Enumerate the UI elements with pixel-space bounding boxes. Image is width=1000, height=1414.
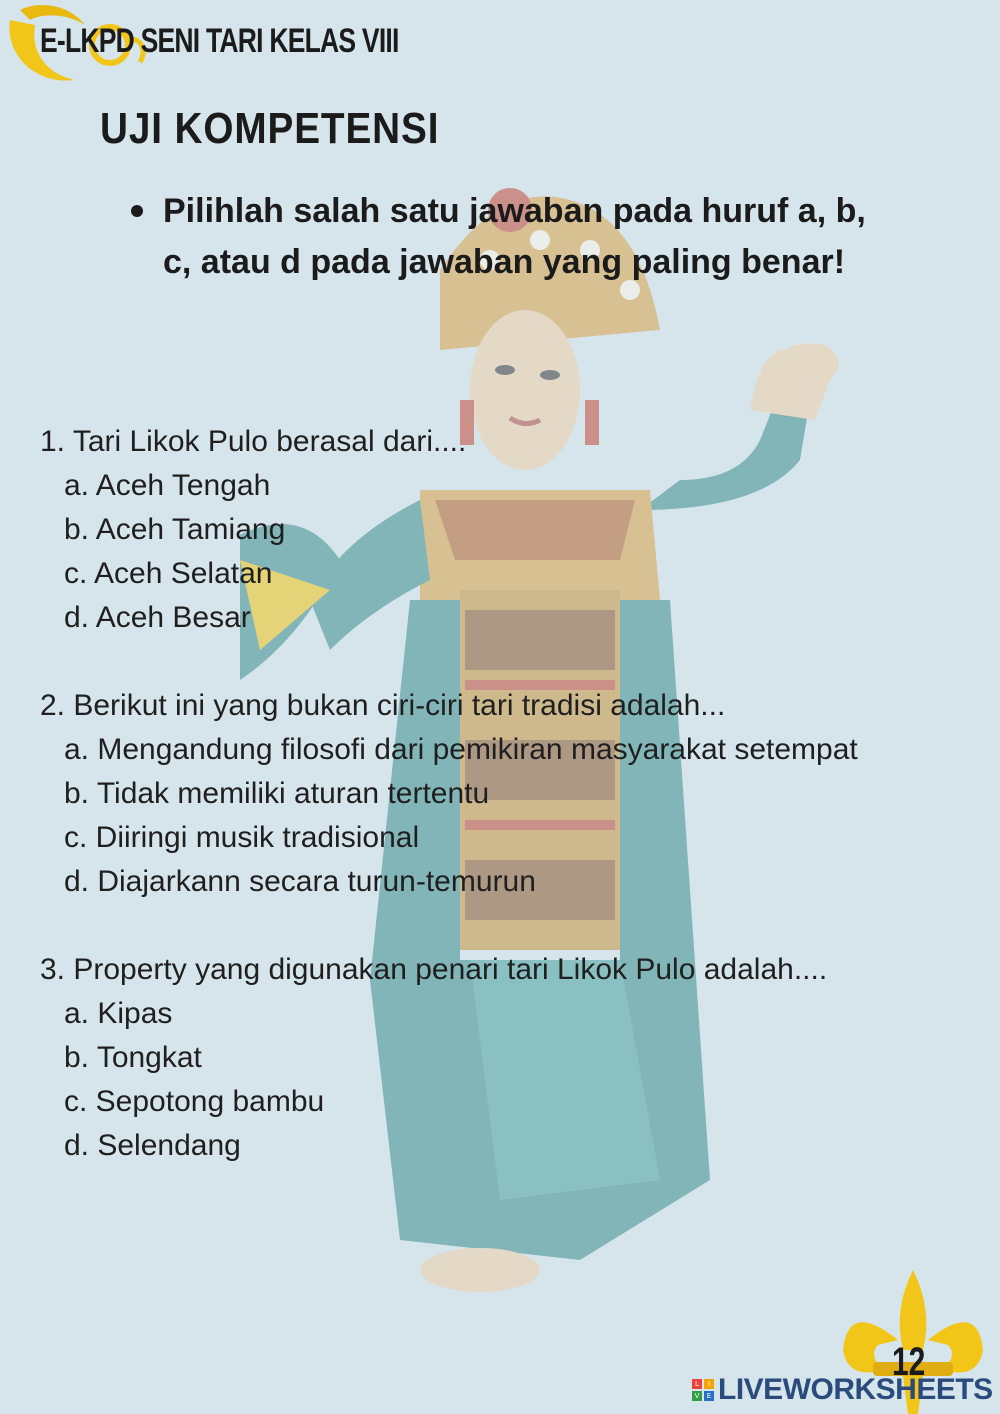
answer-option[interactable]: d. Diajarkann secara turun-temurun [64,865,536,898]
answer-option[interactable]: a. Aceh Tengah [64,469,271,502]
question-text: 2. Berikut ini yang bukan ciri-ciri tari tradisi adalah... [40,689,726,722]
worksheet-header: E-LKPD SENI TARI KELAS VIII [40,22,399,60]
page-number: 12 [892,1340,926,1384]
question-1 [40,420,960,640]
question-list [40,420,960,1212]
bullet-icon [131,205,143,217]
question-text: 3. Property yang digunakan penari tari Likok Pulo adalah.... [40,953,828,986]
answer-option[interactable]: d. Selendang [64,1129,241,1162]
answer-option[interactable]: c. Diiringi musik tradisional [64,821,420,854]
liveworksheets-watermark: LIVEWORKSHEETS [718,1373,993,1406]
answer-option[interactable]: d. Aceh Besar [64,601,251,634]
answer-option[interactable]: b. Tidak memiliki aturan tertentu [64,777,490,810]
answer-option[interactable]: c. Sepotong bambu [64,1085,325,1118]
section-title: UJI KOMPETENSI [100,104,440,153]
question-2 [40,684,960,904]
liveworksheets-grid-icon: L I V E [692,1379,714,1401]
answer-option[interactable]: a. Kipas [64,997,173,1030]
question-text: 1. Tari Likok Pulo berasal dari.... [40,425,467,458]
question-3 [40,948,960,1168]
answer-option[interactable]: b. Tongkat [64,1041,202,1074]
liveworksheets-logo [692,1372,993,1408]
answer-option[interactable]: a. Mengandung filosofi dari pemikiran masyarakat setempat [64,733,858,766]
instruction-text: Pilihlah salah satu jawaban pada huruf a, b, c, atau d pada jawaban yang paling benar! [163,192,866,281]
answer-option[interactable]: b. Aceh Tamiang [64,513,286,546]
answer-option[interactable]: c. Aceh Selatan [64,557,273,590]
